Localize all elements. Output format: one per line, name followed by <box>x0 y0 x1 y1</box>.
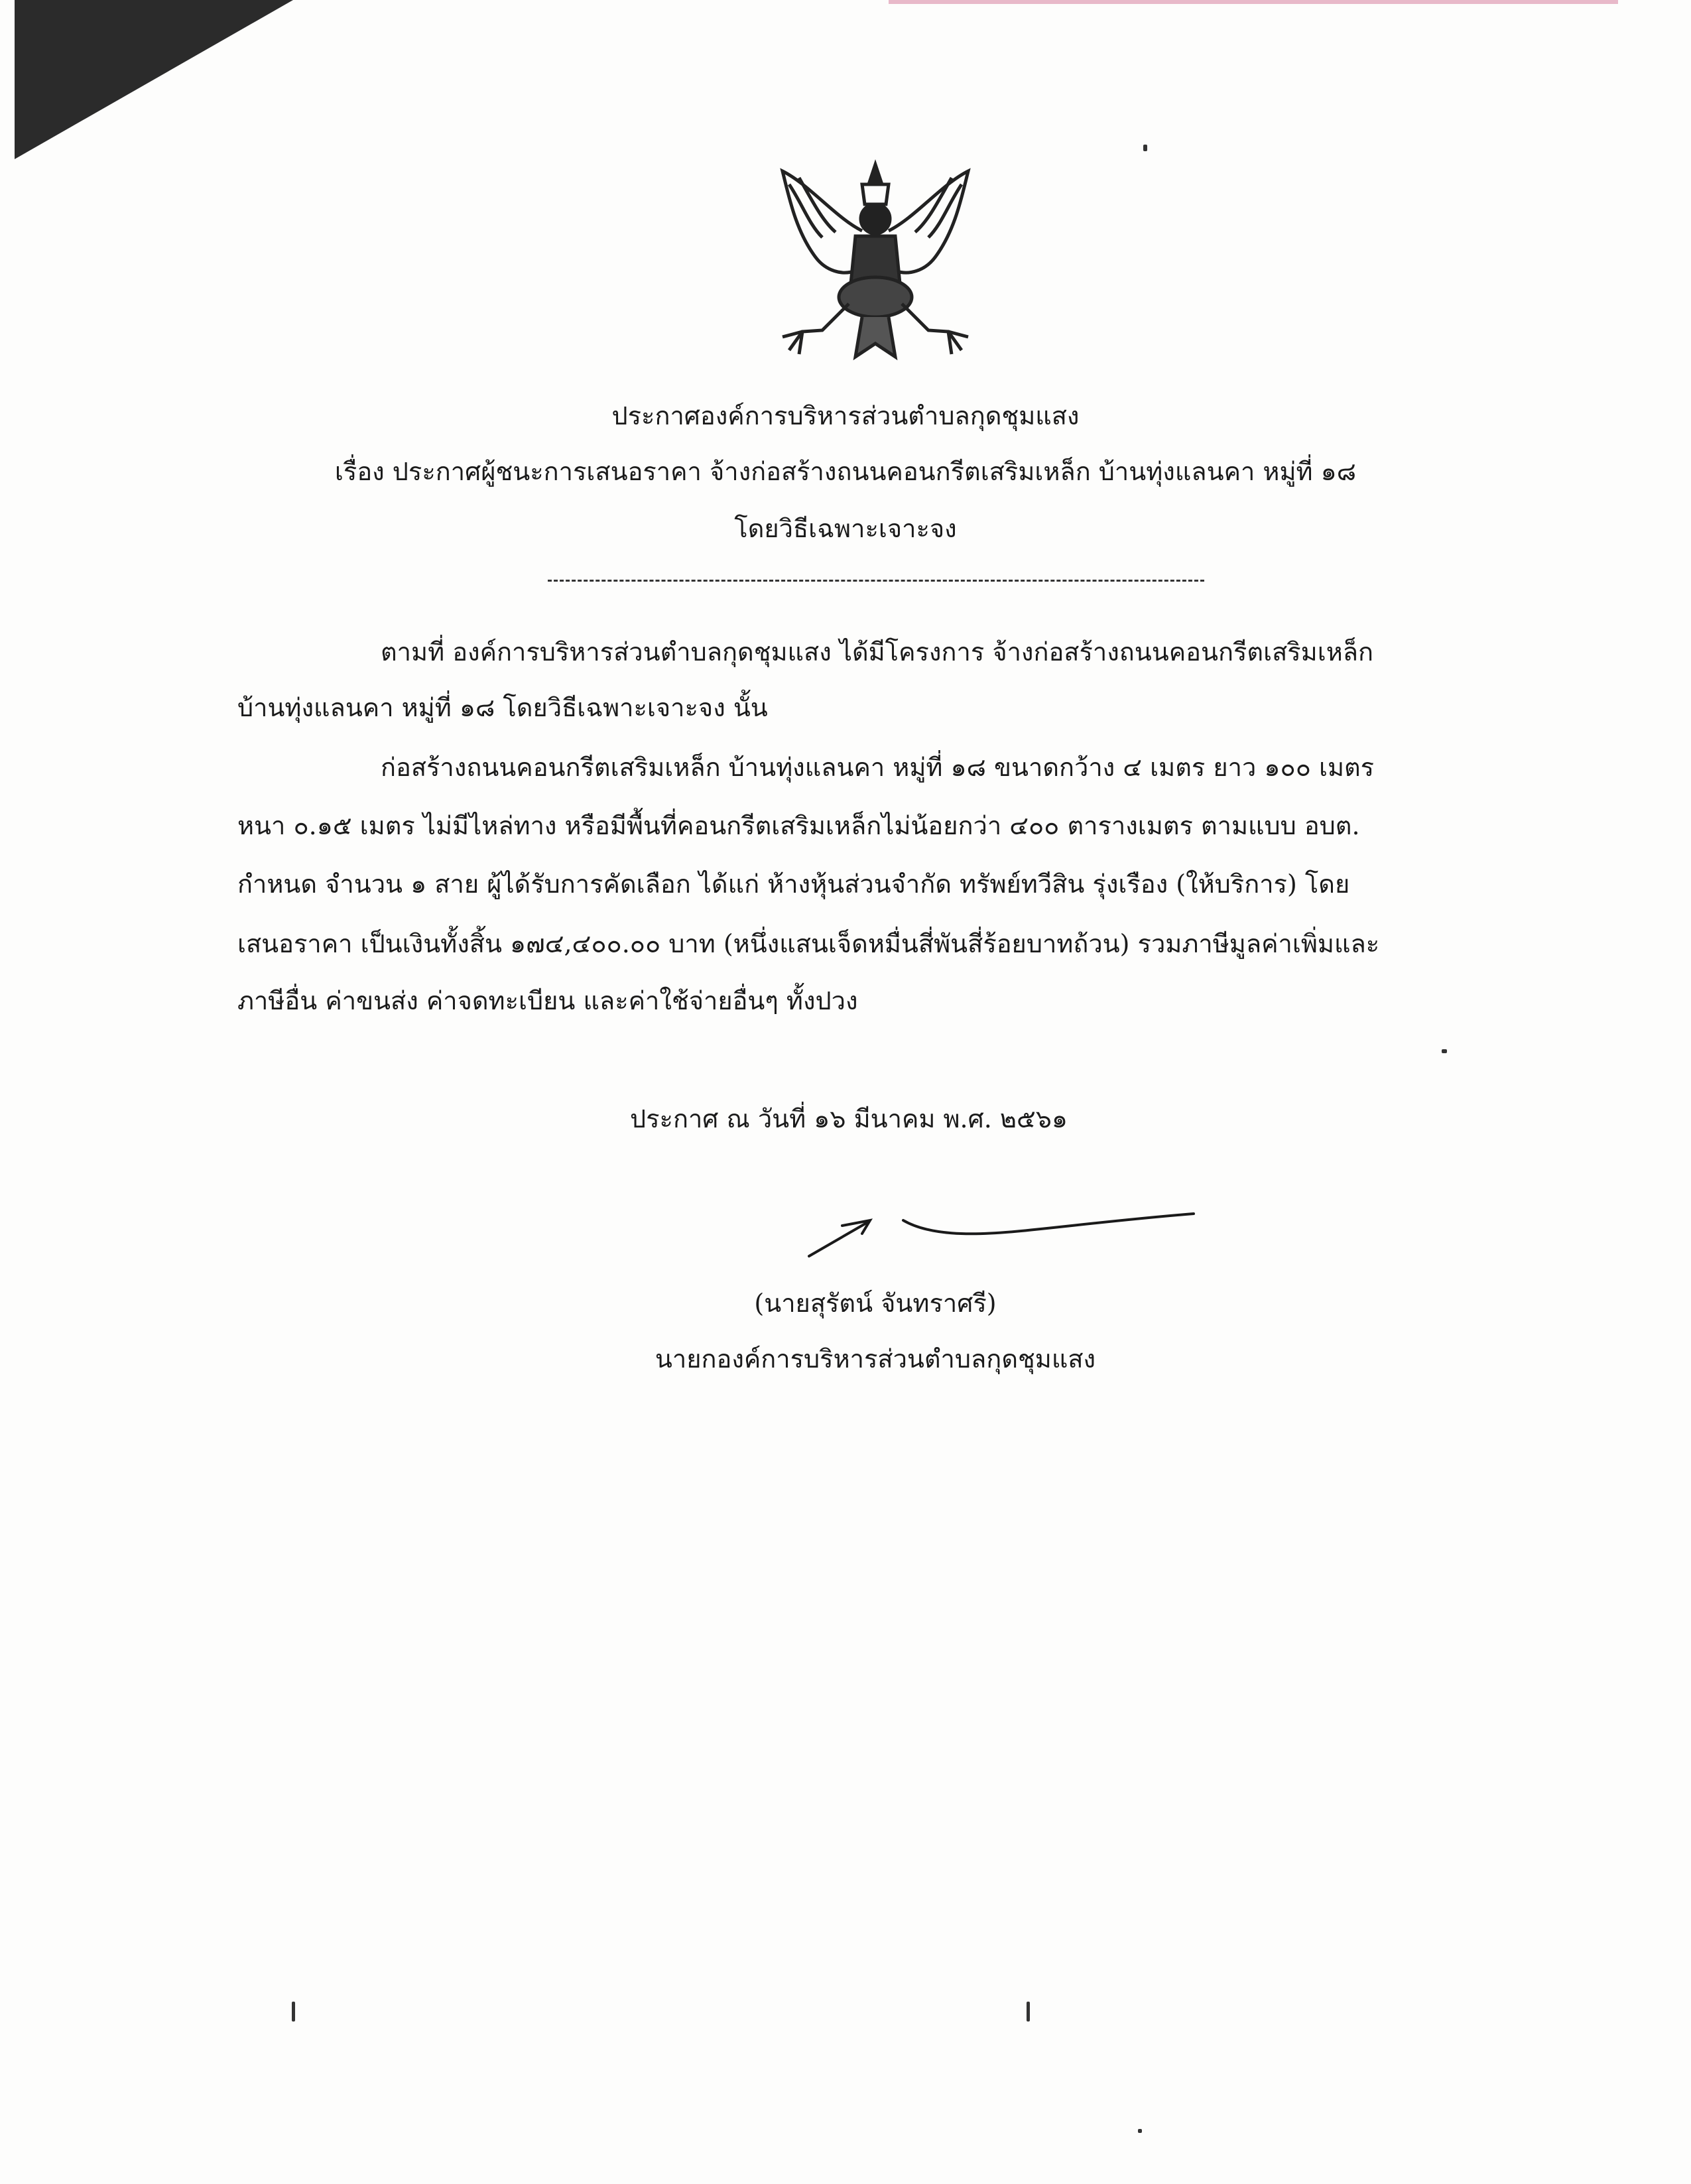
announcement-title: ประกาศองค์การบริหารส่วนตำบลกุดชุมแสง <box>611 401 1080 430</box>
paragraph-1-line-2: บ้านทุ่งแลนคา หมู่ที่ ๑๘ โดยวิธีเฉพาะเจาะจง นั้น <box>237 693 768 722</box>
signatory-position: นายกองค์การบริหารส่วนตำบลกุดชุมแสง <box>655 1344 1096 1374</box>
paragraph-2-line-3: กำหนด จำนวน ๑ สาย ผู้ได้รับการคัดเลือก ได้แก่ ห้างหุ้นส่วนจำกัด ทรัพย์ทวีสิน รุ่งเรือง (ให้บริการ) โดย <box>237 869 1350 899</box>
paragraph-2-line-1: ก่อสร้างถนนคอนกรีตเสริมเหล็ก บ้านทุ่งแลนคา หมู่ที่ ๑๘ ขนาดกว้าง ๔ เมตร ยาว ๑๐๐ เมตร <box>381 753 1375 782</box>
dashed-divider <box>548 580 1204 582</box>
scan-edge-mark <box>889 0 1618 4</box>
paragraph-2-line-5: ภาษีอื่น ค่าขนส่ง ค่าจดทะเบียน และค่าใช้จ่ายอื่นๆ ทั้งปวง <box>237 986 858 1015</box>
scan-speck <box>1138 2129 1142 2133</box>
paragraph-2-line-4: เสนอราคา เป็นเงินทั้งสิ้น ๑๗๔,๔๐๐.๐๐ บาท (หนึ่งแสนเจ็ดหมื่นสี่พันสี่ร้อยบาทถ้วน) รวมภาษีมูลค่าเพิ่มและ <box>237 929 1380 958</box>
signatory-name: (นายสุรัตน์ จันทราศรี) <box>754 1289 997 1318</box>
scan-speck <box>1143 145 1147 151</box>
subject-text: ประกาศผู้ชนะการเสนอราคา จ้างก่อสร้างถนนคอนกรีตเสริมเหล็ก บ้านทุ่งแลนคา หมู่ที่ ๑๘ <box>392 457 1357 486</box>
folded-corner <box>15 0 293 159</box>
paragraph-1-line-1: ตามที่ องค์การบริหารส่วนตำบลกุดชุมแสง ได้มีโครงการ จ้างก่อสร้างถนนคอนกรีตเสริมเหล็ก <box>381 637 1374 667</box>
procurement-method: โดยวิธีเฉพาะเจาะจง <box>734 514 957 543</box>
garuda-emblem-icon <box>763 158 988 367</box>
paragraph-2-line-2: หนา ๐.๑๕ เมตร ไม่มีไหล่ทาง หรือมีพื้นที่คอนกรีตเสริมเหล็กไม่น้อยกว่า ๔๐๐ ตารางเมตร ตามแบบ อบต. <box>237 811 1360 840</box>
handwritten-signature <box>796 1202 1220 1268</box>
announcement-subject <box>0 455 1691 488</box>
announcement-date: ประกาศ ณ วันที่ ๑๖ มีนาคม พ.ศ. ๒๕๖๑ <box>630 1104 1068 1133</box>
scan-speck <box>1442 1049 1447 1053</box>
scan-speck <box>292 2002 295 2022</box>
scan-speck <box>1027 2002 1030 2022</box>
subject-prefix: เรื่อง <box>334 457 385 486</box>
